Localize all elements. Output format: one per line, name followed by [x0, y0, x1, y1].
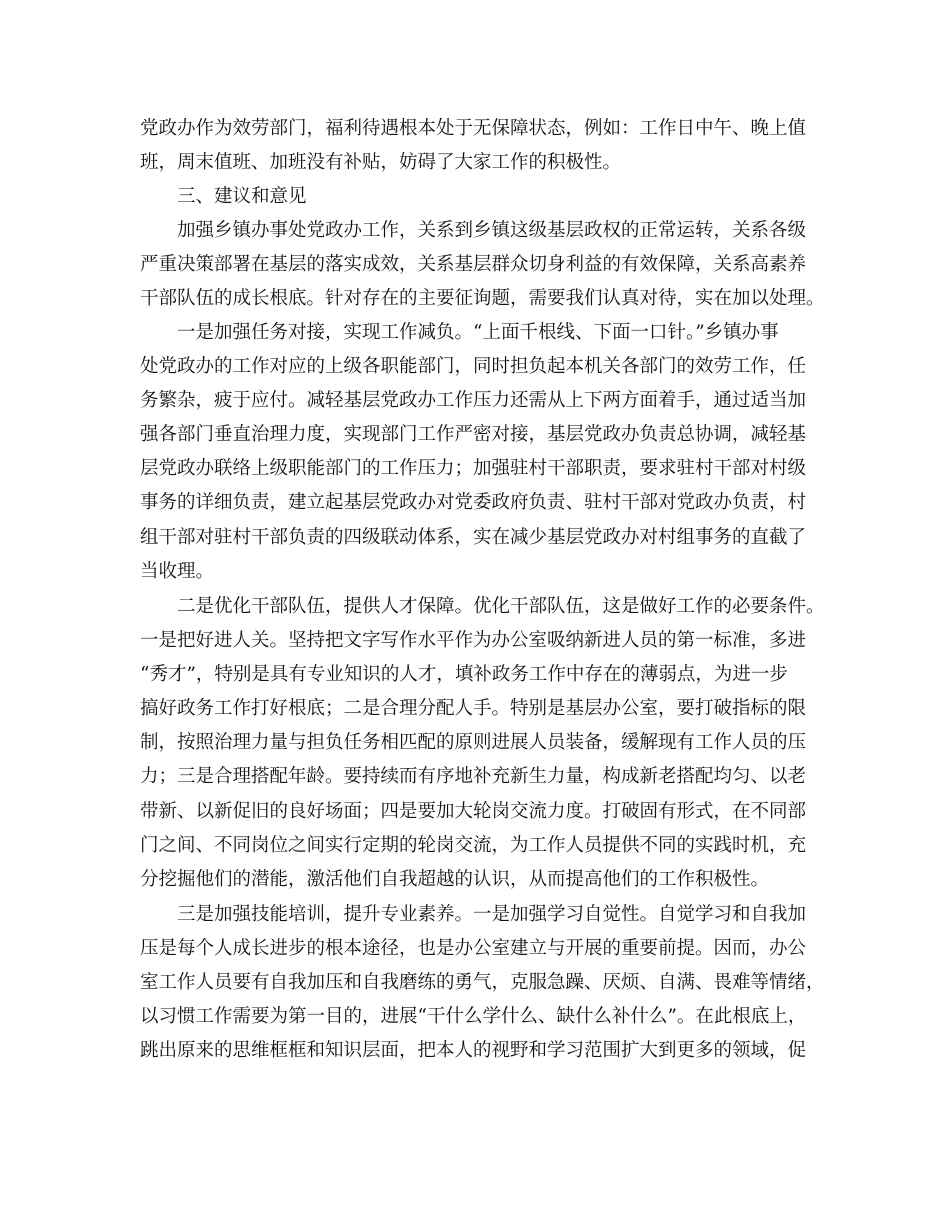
- section-heading: 三、建议和意见: [177, 186, 307, 207]
- text-line: 组干部对驻村干部负责的四级联动体系，实在减少基层党政办对村组事务的直截了: [140, 526, 807, 548]
- text-line: 事务的详细负责，建立起基层党政办对党委政府负责、驻村干部对党政办负责，村: [140, 492, 807, 514]
- paragraph-welfare: [140, 112, 830, 180]
- text-line: 跳出原来的思维框框和知识层面，把本人的视野和学习范围扩大到更多的领域，促: [140, 1040, 807, 1062]
- text-line: 以习惯工作需要为第一目的，进展“干什么学什么、缺什么补什么”。在此根底上，: [140, 1006, 807, 1028]
- text-line: 分挖掘他们的潜能，激活他们自我超越的认识，从而提高他们的工作积极性。: [140, 868, 770, 890]
- text-line: 干部队伍的成长根底。针对存在的主要征询题，需要我们认真对待，实在加以处理。: [140, 288, 825, 310]
- text-line: 一是加强任务对接，实现工作减负。“上面千根线、下面一口针。”乡镇办事: [177, 322, 779, 343]
- text-line: 力；三是合理搭配年龄。要持续而有序地补充新生力量，构成新老搭配均匀、以老: [140, 766, 807, 788]
- paragraph-intro: [140, 214, 830, 316]
- text-line: 严重决策部署在基层的落实成效，关系基层群众切身利益的有效保障，关系高素养: [140, 254, 807, 276]
- text-line: 强各部门垂直治理力度，实现部门工作严密对接，基层党政办负责总协调，减轻基: [140, 424, 807, 446]
- text-line: 压是每个人成长进步的根本途径，也是办公室建立与开展的重要前提。因而，办公: [140, 938, 807, 960]
- text-line: 搞好政务工作打好根底；二是合理分配人手。特别是基层办公室，要打破指标的限: [140, 698, 807, 720]
- text-line: 党政办作为效劳部门，福利待遇根本处于无保障状态，例如：工作日中午、晚上值: [140, 118, 807, 139]
- text-line: 班，周末值班、加班没有补贴，妨碍了大家工作的积极性。: [140, 152, 622, 174]
- text-line: 处党政办的工作对应的上级各职能部门，同时担负起本机关各部门的效劳工作，任: [140, 356, 807, 378]
- text-line: 一是把好进人关。坚持把文字写作水平作为办公室吸纳新进人员的第一标准，多进: [140, 630, 807, 652]
- text-line: 务繁杂，疲于应付。减轻基层党政办工作压力还需从上下两方面着手，通过适当加: [140, 390, 807, 412]
- text-line: “秀才”，特别是具有专业知识的人才，填补政务工作中存在的薄弱点，为进一步: [140, 664, 788, 686]
- section-heading-suggestions: [140, 180, 830, 214]
- text-line: 层党政办联络上级职能部门的工作压力；加强驻村干部职责，要求驻村干部对村级: [140, 458, 807, 480]
- text-line: 制，按照治理力量与担负任务相匹配的原则进展人员装备，缓解现有工作人员的压: [140, 732, 807, 754]
- text-line: 室工作人员要有自我加压和自我磨练的勇气，克服急躁、厌烦、自满、畏难等情绪，: [140, 972, 825, 994]
- text-line: 加强乡镇办事处党政办工作，关系到乡镇这级基层政权的正常运转，关系各级: [177, 220, 807, 241]
- text-line: 门之间、不同岗位之间实行定期的轮岗交流，为工作人员提供不同的实践时机，充: [140, 834, 807, 856]
- paragraph-task-docking: [140, 316, 830, 589]
- paragraph-cadre-team: [140, 590, 830, 897]
- text-line: 当收理。: [140, 560, 215, 582]
- paragraph-skill-training: [140, 898, 830, 1068]
- text-line: 三是加强技能培训，提升专业素养。一是加强学习自觉性。自觉学习和自我加: [177, 904, 807, 925]
- text-line: 带新、以新促旧的良好场面；四是要加大轮岗交流力度。打破固有形式，在不同部: [140, 800, 807, 822]
- text-line: 二是优化干部队伍，提供人才保障。优化干部队伍，这是做好工作的必要条件。: [177, 596, 825, 617]
